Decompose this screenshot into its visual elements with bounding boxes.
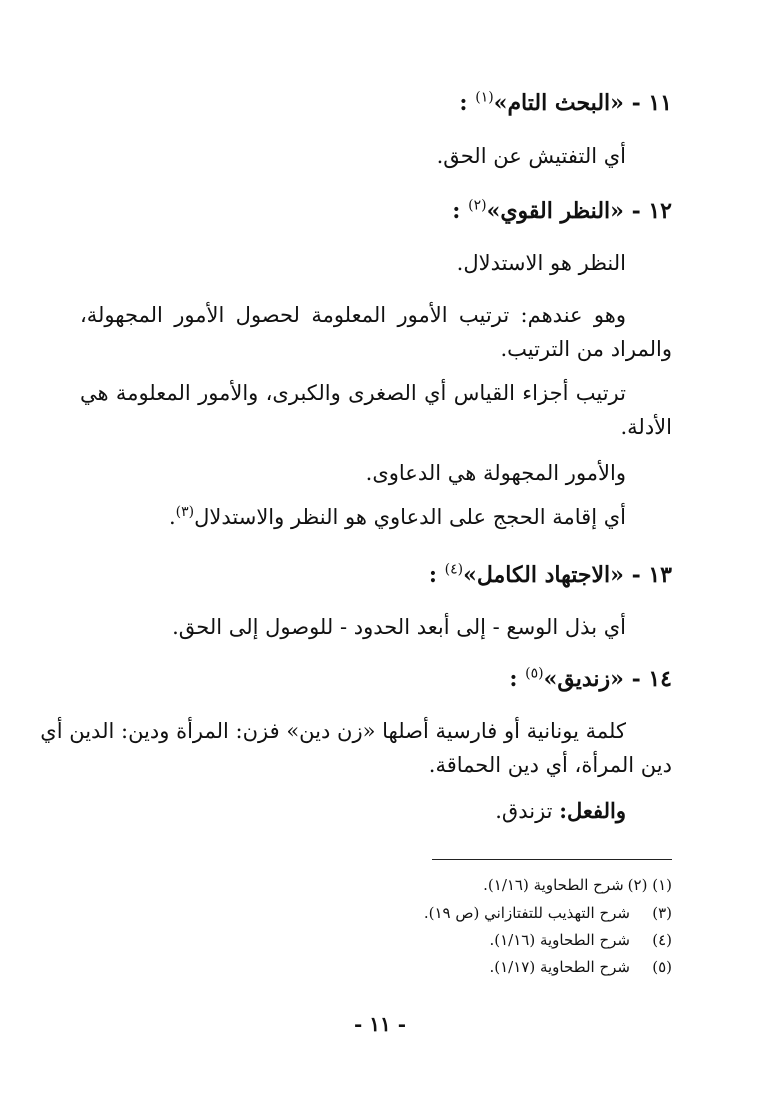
heading-12-title: «النظر القوي» — [486, 198, 624, 224]
heading-14-colon: : — [509, 666, 518, 692]
footnote-ref-1: (١) — [475, 89, 494, 106]
heading-11 — [80, 88, 672, 118]
heading-12 — [80, 196, 672, 226]
heading-13 — [80, 560, 672, 590]
heading-12-colon: : — [452, 198, 461, 224]
paragraph-14-1: كلمة يونانية أو فارسية أصلها «زن دين» فزن: المرأة ودين: الدين أي — [40, 719, 626, 743]
footnote-2 — [424, 902, 672, 924]
paragraph-14-3 — [80, 796, 626, 826]
page-number: - ١١ - — [353, 1012, 406, 1036]
paragraph-12-7-end: . — [168, 505, 176, 529]
heading-13-colon: : — [428, 562, 437, 588]
footnote-ref-4: (٤) — [444, 561, 464, 578]
paragraph-12-1: النظر هو الاستدلال. — [456, 251, 626, 275]
footnote-divider — [432, 859, 672, 860]
paragraph-12-5: الأدلة. — [620, 415, 672, 439]
footnote-ref-5: (٥) — [525, 665, 544, 682]
footnote-ref-2: (٢) — [468, 197, 487, 214]
heading-14-number: ١٤ - — [631, 666, 672, 692]
footnote-2-text: شرح التهذيب للتفتازاني (ص ١٩). — [423, 904, 630, 922]
paragraph-14-3-text: تزندق. — [495, 799, 560, 823]
heading-13-number: ١٣ - — [631, 562, 672, 588]
paragraph-12-2: وهو عندهم: ترتيب الأمور المعلومة لحصول الأمور المجهولة، — [80, 303, 626, 327]
paragraph-11-1: أي التفتيش عن الحق. — [436, 144, 626, 168]
footnote-4-number: (٥) — [652, 958, 672, 976]
heading-14 — [80, 664, 672, 694]
heading-11-title: «البحث التام» — [493, 90, 624, 116]
paragraph-14-3-label: والفعل: — [559, 798, 626, 823]
heading-11-number: ١١ - — [631, 90, 672, 116]
footnote-4 — [489, 956, 672, 978]
heading-14-title: «زنديق» — [543, 666, 624, 692]
footnote-ref-3: (٣) — [175, 504, 195, 520]
heading-11-colon: : — [459, 90, 468, 116]
footnote-3 — [489, 929, 672, 951]
paragraph-12-6: والأمور المجهولة هي الدعاوى. — [365, 461, 626, 485]
footnote-1-text: شرح الطحاوية (١/١٦). — [483, 876, 624, 894]
footnote-1-number: (١) (٢) — [627, 876, 672, 894]
heading-12-number: ١٢ - — [631, 198, 672, 224]
paragraph-12-7 — [80, 502, 626, 532]
heading-13-title: «الاجتهاد الكامل» — [463, 562, 624, 588]
footnote-3-number: (٤) — [652, 931, 672, 949]
paragraph-12-4: ترتيب أجزاء القياس أي الصغرى والكبرى، والأمور المعلومة هي — [80, 381, 626, 405]
paragraph-12-7-text: أي إقامة الحجج على الدعاوي هو النظر والاستدلال — [194, 505, 626, 529]
footnote-2-number: (٣) — [652, 904, 672, 922]
footnote-1 — [483, 874, 672, 896]
footnote-4-text: شرح الطحاوية (١/١٧). — [489, 958, 630, 976]
paragraph-14-2: دين المرأة، أي دين الحماقة. — [428, 753, 672, 777]
paragraph-12-3: والمراد من الترتيب. — [500, 337, 672, 361]
footnote-3-text: شرح الطحاوية (١/١٦). — [489, 931, 630, 949]
paragraph-13-1: أي بذل الوسع - إلى أبعد الحدود - للوصول إلى الحق. — [172, 615, 626, 639]
